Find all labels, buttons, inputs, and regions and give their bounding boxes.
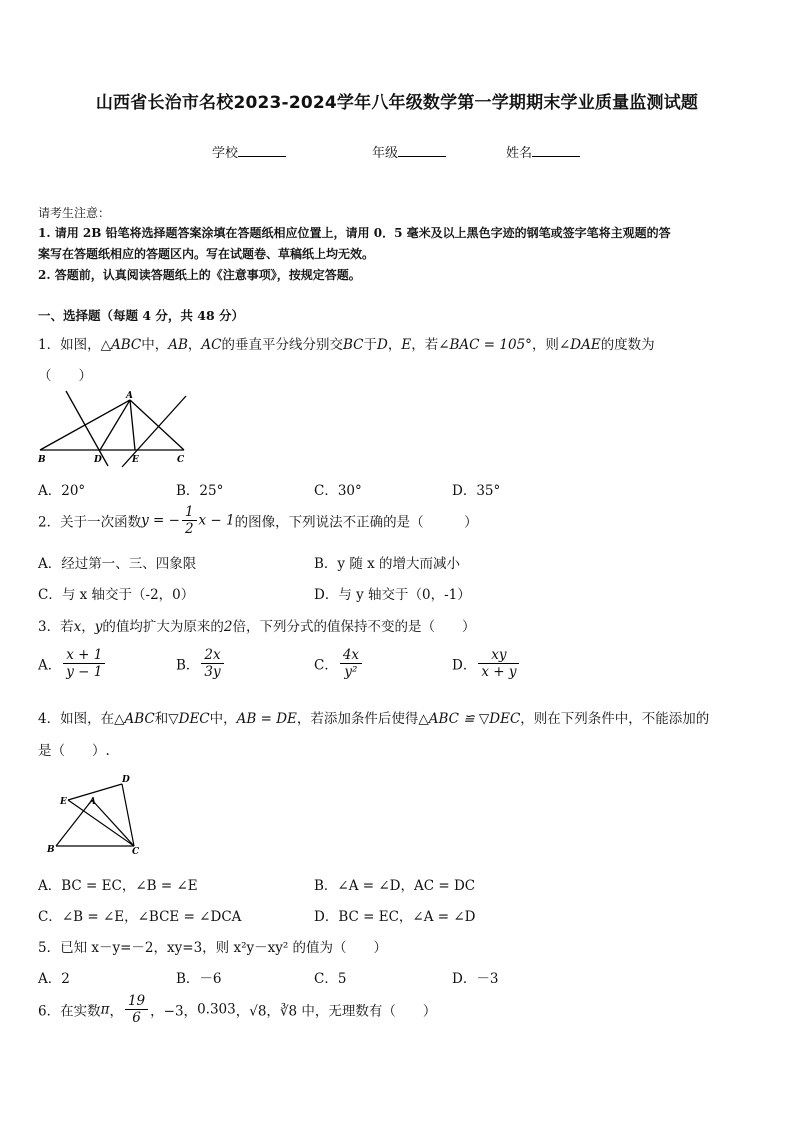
q1-option-c[interactable]: C．30° bbox=[314, 483, 362, 499]
question-1-paren: （ ） bbox=[38, 368, 92, 384]
q6-repeating-decimal: 0.303 bbox=[197, 1001, 236, 1018]
q1-option-d[interactable]: D．35° bbox=[452, 483, 501, 499]
q2-option-c[interactable]: C．与 x 轴交于（-2，0） bbox=[38, 587, 195, 603]
q3-option-a[interactable]: A． $\frac{x + 1}{y - 1}$ bbox=[38, 647, 107, 680]
question-2: 2．关于一次函数y = − $\frac{1}{2}$ x − 1的图像，下列说法不正确的是（ ） bbox=[38, 504, 478, 537]
label-a: A bbox=[89, 797, 96, 807]
label-c: C bbox=[132, 847, 140, 857]
page-title: 山西省长治市名校2023-2024学年八年级数学第一学期期末学业质量监测试题 bbox=[95, 93, 699, 113]
question-1: 1．如图，△ABC中，AB，AC的垂直平分线分别交BC于D，E，若∠BAC = 105°，则∠DAE的度数为 bbox=[38, 337, 655, 353]
grade-field bbox=[372, 142, 446, 161]
label-e: E bbox=[132, 455, 139, 465]
school-blank bbox=[238, 144, 286, 157]
q5-option-c[interactable]: C．5 bbox=[314, 971, 347, 987]
q6-fraction: $\frac{19}{6}$ bbox=[125, 993, 148, 1026]
grade-label: 年级 bbox=[372, 146, 399, 161]
q1-option-b[interactable]: B．25° bbox=[176, 483, 224, 499]
label-b: B bbox=[47, 845, 55, 855]
q5-option-a[interactable]: A．2 bbox=[38, 971, 70, 987]
question-6: 6．在实数π， $\frac{19}{6}$ ，−3，0.303，√8，∛8 中，无理数有（ ） bbox=[38, 993, 437, 1026]
notice-heading: 请考生注意： bbox=[38, 206, 111, 220]
figure-q1-triangle bbox=[36, 388, 192, 468]
label-c: C bbox=[177, 455, 185, 465]
q4-option-d[interactable]: D．BC = EC，∠A = ∠D bbox=[314, 909, 476, 925]
name-field bbox=[506, 142, 580, 161]
q3-option-c[interactable]: C． $\frac{4x}{\text{y²}}$ bbox=[314, 647, 364, 680]
q2-fraction: $\frac{1}{2}$ bbox=[182, 504, 197, 537]
question-4-line-1: 4．如图，在△ABC和▽DEC中，AB = DE，若添加条件后使得△ABC ≌ ▽DEC，则在下列条件中，不能添加的 bbox=[38, 711, 710, 727]
name-blank bbox=[532, 144, 580, 157]
notice-item-2: 2. 答题前，认真阅读答题纸上的《注意事项》，按规定答题。 bbox=[38, 268, 361, 282]
label-d: D bbox=[94, 455, 102, 465]
q5-option-b[interactable]: B．－6 bbox=[176, 971, 222, 987]
q2-option-a[interactable]: A．经过第一、三、四象限 bbox=[38, 556, 197, 572]
q1-option-a[interactable]: A．20° bbox=[38, 483, 86, 499]
name-label: 姓名 bbox=[506, 146, 533, 161]
label-e: E bbox=[60, 797, 67, 807]
q4-option-b[interactable]: B．∠A = ∠D，AC = DC bbox=[314, 878, 476, 894]
q3-option-b[interactable]: B． $\frac{2x}{3y}$ bbox=[176, 647, 226, 680]
question-4-line-2: 是（ ）. bbox=[38, 743, 110, 759]
section-1-title: 一、选择题（每题 4 分，共 48 分） bbox=[38, 308, 245, 323]
grade-blank bbox=[398, 144, 446, 157]
question-5: 5．已知 x－y=－2，xy=3，则 x²y－xy² 的值为（ ） bbox=[38, 940, 388, 956]
notice-item-1-line-2: 案写在答题纸相应的答题区内。写在试题卷、草稿纸上均无效。 bbox=[38, 247, 375, 261]
label-a: A bbox=[126, 391, 133, 401]
figure-q4-triangles bbox=[44, 772, 144, 860]
q5-option-d[interactable]: D．－3 bbox=[452, 971, 499, 987]
q3-option-d[interactable]: D． $\frac{xy}{x + y}$ bbox=[452, 647, 521, 680]
q4-option-a[interactable]: A．BC = EC，∠B = ∠E bbox=[38, 878, 198, 894]
label-d: D bbox=[122, 775, 130, 785]
q2-option-b[interactable]: B．y 随 x 的增大而减小 bbox=[314, 556, 461, 572]
notice-item-1-line-1: 1. 请用 2B 铅笔将选择题答案涂填在答题纸相应位置上，请用 0．5 毫米及以上黑色字迹的钢笔或签字笔将主观题的答 bbox=[38, 226, 671, 240]
school-field bbox=[212, 142, 286, 161]
label-b: B bbox=[38, 455, 46, 465]
school-label: 学校 bbox=[212, 146, 239, 161]
question-3: 3．若x，y的值均扩大为原来的2倍，下列分式的值保持不变的是（ ） bbox=[38, 619, 476, 635]
q2-option-d[interactable]: D．与 y 轴交于（0，-1） bbox=[314, 587, 471, 603]
q4-option-c[interactable]: C．∠B = ∠E，∠BCE = ∠DCA bbox=[38, 909, 242, 925]
